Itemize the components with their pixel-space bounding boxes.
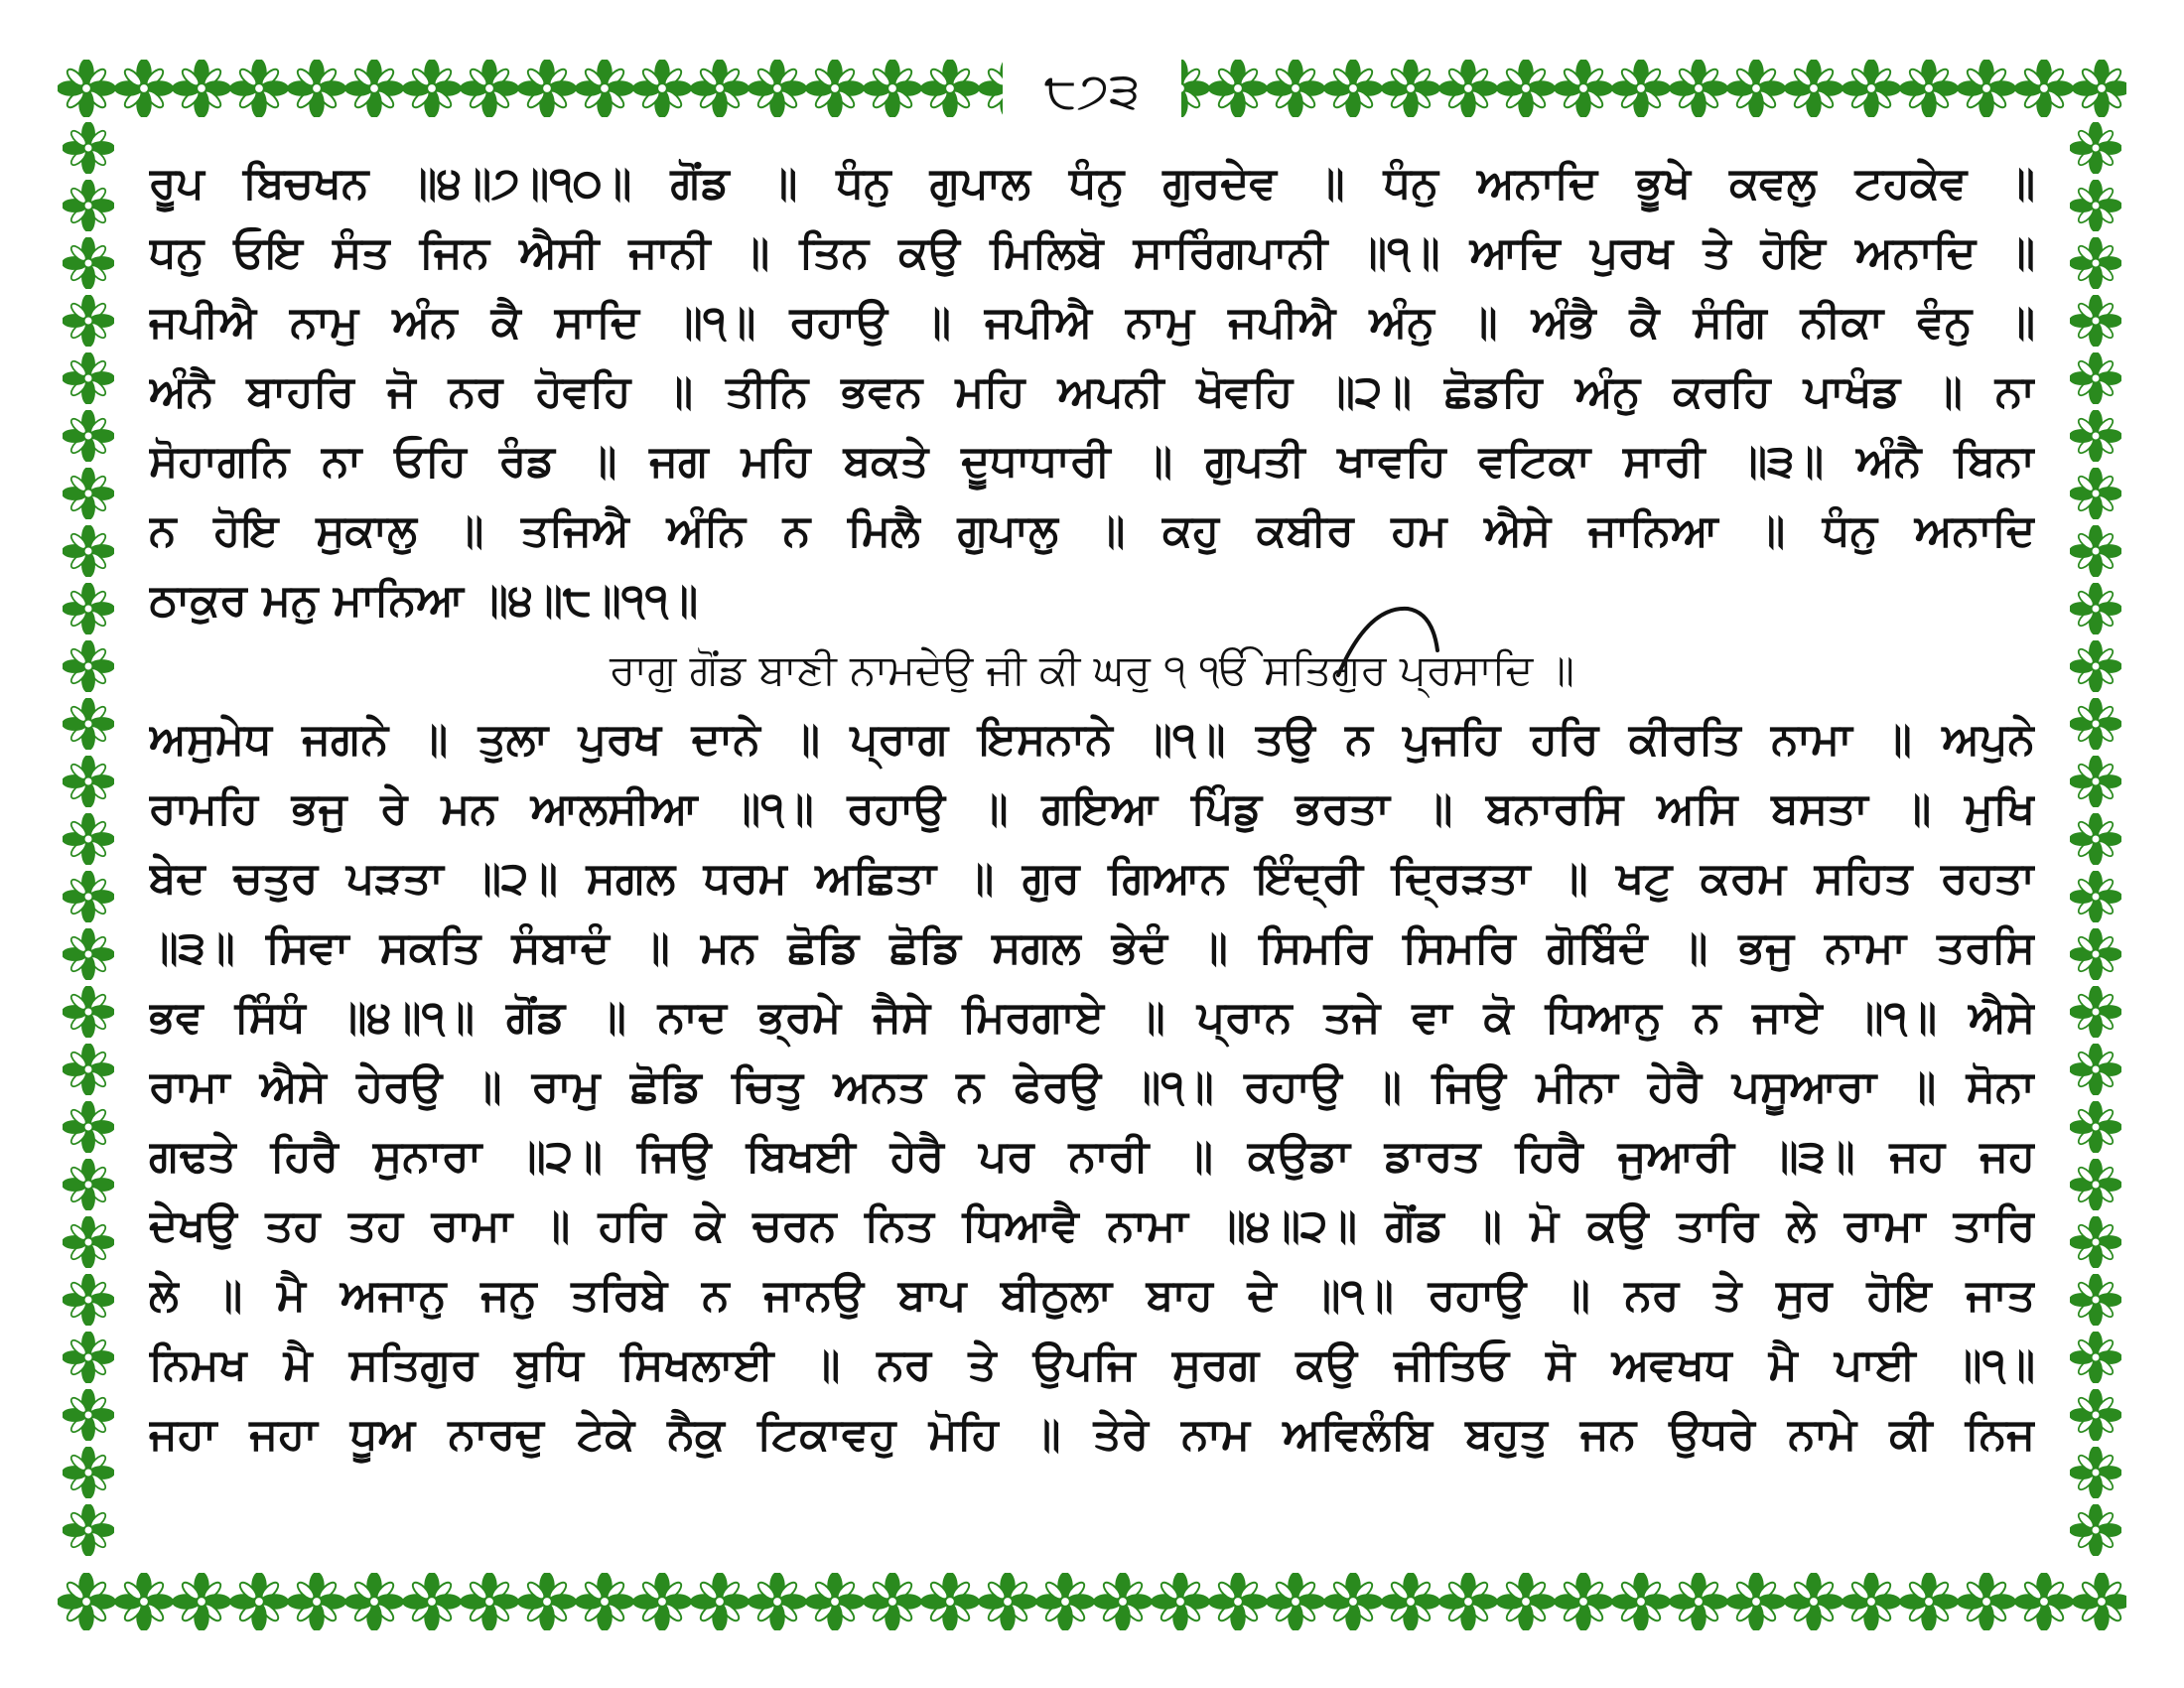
floral-border-left	[58, 119, 119, 1571]
flower-ornament-icon	[921, 60, 979, 117]
flower-ornament-icon	[2070, 237, 2121, 289]
text-line-11: ਬੇਦ ਚਤੁਰ ਪੜਤਾ ॥੨॥ ਸਗਲ ਧਰਮ ਅਛਿਤਾ ॥ ਗੁਰ ਗਿਆਨ ਇੰਦ੍ਰੀ ਦ੍ਰਿੜਤਾ ॥ ਖਟੁ ਕਰਮ ਸਹਿਤ ਰਹਤਾ	[149, 853, 2035, 904]
flower-ornament-icon	[691, 1573, 749, 1630]
flower-ornament-icon	[2070, 1447, 2121, 1498]
flower-ornament-icon	[63, 698, 114, 750]
flower-ornament-icon	[749, 60, 806, 117]
flower-ornament-icon	[2073, 60, 2126, 117]
flower-ornament-icon	[2070, 352, 2121, 404]
flower-ornament-icon	[1958, 60, 2015, 117]
text-line-18: ਨਿਮਖ ਮੈ ਸਤਿਗੁਰ ਬੁਧਿ ਸਿਖਲਾਈ ॥ ਨਰ ਤੇ ਉਪਜਿ ਸੁਰਗ ਕਉ ਜੀਤਿਓ ਸੋ ਅਵਖਧ ਮੈ ਪਾਈ ॥੧॥	[149, 1339, 2035, 1390]
flower-ornament-icon	[576, 1573, 633, 1630]
flower-ornament-icon	[115, 1573, 173, 1630]
flower-ornament-icon	[63, 122, 114, 174]
text-line-1: ਰੂਪ ਬਿਚਖਨ ॥੪॥੭॥੧੦॥ ਗੋਂਡ ॥ ਧੰਨੁ ਗੁਪਾਲ ਧੰਨੁ ਗੁਰਦੇਵ ॥ ਧੰਨੁ ਅਨਾਦਿ ਭੂਖੇ ਕਵਲੁ ਟਹਕੇਵ ॥	[149, 158, 2035, 209]
flower-ornament-icon	[2070, 986, 2121, 1038]
flower-ornament-icon	[58, 1573, 115, 1630]
flower-ornament-icon	[63, 352, 114, 404]
flower-ornament-icon	[1267, 60, 1324, 117]
flower-ornament-icon	[1324, 1573, 1382, 1630]
flower-ornament-icon	[864, 1573, 921, 1630]
text-line-19: ਜਹਾ ਜਹਾ ਧੂਅ ਨਾਰਦੁ ਟੇਕੇ ਨੈਕੁ ਟਿਕਾਵਹੁ ਮੋਹਿ ॥ ਤੇਰੇ ਨਾਮ ਅਵਿਲੰਬਿ ਬਹੁਤੁ ਜਨ ਉਧਰੇ ਨਾਮੇ ਕੀ ਨਿਜ	[149, 1409, 2035, 1460]
gurbani-text	[149, 149, 2035, 1559]
flower-ornament-icon	[691, 60, 749, 117]
flower-ornament-icon	[2070, 640, 2121, 692]
flower-ornament-icon	[63, 1389, 114, 1441]
flower-ornament-icon	[2070, 871, 2121, 922]
flower-ornament-icon	[2070, 1044, 2121, 1095]
text-line-2: ਧਨੁ ਓਇ ਸੰਤ ਜਿਨ ਐਸੀ ਜਾਨੀ ॥ ਤਿਨ ਕਉ ਮਿਲਿਬੋ ਸਾਰਿੰਗਪਾਨੀ ॥੧॥ ਆਦਿ ਪੁਰਖ ਤੇ ਹੋਇ ਅਨਾਦਿ ॥	[149, 227, 2035, 278]
flower-ornament-icon	[2073, 1573, 2126, 1630]
flower-ornament-icon	[979, 1573, 1036, 1630]
flower-ornament-icon	[633, 1573, 691, 1630]
text-line-4: ਅੰਨੈ ਬਾਹਰਿ ਜੋ ਨਰ ਹੋਵਹਿ ॥ ਤੀਨਿ ਭਵਨ ਮਹਿ ਅਪਨੀ ਖੋਵਹਿ ॥੨॥ ਛੋਡਹਿ ਅੰਨੁ ਕਰਹਿ ਪਾਖੰਡ ॥ ਨਾ	[149, 366, 2035, 417]
flower-ornament-icon	[288, 1573, 345, 1630]
flower-ornament-icon	[2070, 180, 2121, 231]
flower-ornament-icon	[1209, 1573, 1267, 1630]
flower-ornament-icon	[63, 1332, 114, 1383]
flower-ornament-icon	[1382, 60, 1439, 117]
flower-ornament-icon	[63, 237, 114, 289]
flower-ornament-icon	[1152, 1573, 1209, 1630]
ik-onkar-flourish-icon	[1328, 601, 1447, 680]
raag-heading: ਰਾਗੁ ਗੋਂਡ ਬਾਣੀ ਨਾਮਦੇਉ ਜੀ ਕੀ ਘਰੁ ੧ ੴ ਸਤਿਗੁਰ ਪ੍ਰਸਾਦਿ ॥	[610, 645, 1574, 694]
flower-ornament-icon	[1267, 1573, 1324, 1630]
flower-ornament-icon	[115, 60, 173, 117]
flower-ornament-icon	[58, 60, 115, 117]
flower-ornament-icon	[633, 60, 691, 117]
flower-ornament-icon	[63, 525, 114, 577]
text-line-5: ਸੋਹਾਗਨਿ ਨਾ ਓਹਿ ਰੰਡ ॥ ਜਗ ਮਹਿ ਬਕਤੇ ਦੂਧਾਧਾਰੀ ॥ ਗੁਪਤੀ ਖਾਵਹਿ ਵਟਿਕਾ ਸਾਰੀ ॥੩॥ ਅੰਨੈ ਬਿਨਾ	[149, 436, 2035, 487]
flower-ornament-icon	[63, 410, 114, 462]
flower-ornament-icon	[2015, 1573, 2073, 1630]
flower-ornament-icon	[1209, 60, 1267, 117]
flower-ornament-icon	[2070, 1504, 2121, 1556]
flower-ornament-icon	[2070, 122, 2121, 174]
flower-ornament-icon	[2070, 813, 2121, 865]
flower-ornament-icon	[403, 60, 461, 117]
flower-ornament-icon	[63, 928, 114, 980]
flower-ornament-icon	[173, 60, 230, 117]
flower-ornament-icon	[63, 1504, 114, 1556]
flower-ornament-icon	[63, 1044, 114, 1095]
text-line-7: ਠਾਕੁਰ ਮਨੁ ਮਾਨਿਆ ॥੪॥੮॥੧੧॥	[149, 575, 699, 626]
flower-ornament-icon	[63, 583, 114, 634]
flower-ornament-icon	[576, 60, 633, 117]
flower-ornament-icon	[63, 1159, 114, 1210]
flower-ornament-icon	[2015, 60, 2073, 117]
flower-ornament-icon	[345, 60, 403, 117]
flower-ornament-icon	[1612, 1573, 1670, 1630]
flower-ornament-icon	[1555, 1573, 1612, 1630]
flower-ornament-icon	[1843, 1573, 1900, 1630]
flower-ornament-icon	[63, 813, 114, 865]
flower-ornament-icon	[749, 1573, 806, 1630]
flower-ornament-icon	[230, 60, 288, 117]
text-line-12: ॥੩॥ ਸਿਵਾ ਸਕਤਿ ਸੰਬਾਦੰ ॥ ਮਨ ਛੋਡਿ ਛੋਡਿ ਸਗਲ ਭੇਦੰ ॥ ਸਿਮਰਿ ਸਿਮਰਿ ਗੋਬਿੰਦੰ ॥ ਭਜੁ ਨਾਮਾ ਤਰਸਿ	[149, 922, 2035, 973]
flower-ornament-icon	[518, 60, 576, 117]
flower-ornament-icon	[2070, 756, 2121, 807]
flower-ornament-icon	[1785, 60, 1843, 117]
flower-ornament-icon	[1900, 1573, 1958, 1630]
flower-ornament-icon	[63, 1101, 114, 1153]
flower-ornament-icon	[2070, 1159, 2121, 1210]
text-line-13: ਭਵ ਸਿੰਧੰ ॥੪॥੧॥ ਗੋਂਡ ॥ ਨਾਦ ਭ੍ਰਮੇ ਜੈਸੇ ਮਿਰਗਾਏ ॥ ਪ੍ਰਾਨ ਤਜੇ ਵਾ ਕੋ ਧਿਆਨੁ ਨ ਜਾਏ ॥੧॥ ਐਸੇ	[149, 992, 2035, 1043]
flower-ornament-icon	[63, 640, 114, 692]
flower-ornament-icon	[1900, 60, 1958, 117]
flower-ornament-icon	[1094, 1573, 1152, 1630]
flower-ornament-icon	[806, 1573, 864, 1630]
text-line-16: ਦੇਖਉ ਤਹ ਤਹ ਰਾਮਾ ॥ ਹਰਿ ਕੇ ਚਰਨ ਨਿਤ ਧਿਆਵੈ ਨਾਮਾ ॥੪॥੨॥ ਗੋਂਡ ॥ ਮੋ ਕਉ ਤਾਰਿ ਲੇ ਰਾਮਾ ਤਾਰਿ	[149, 1200, 2035, 1251]
flower-ornament-icon	[63, 1216, 114, 1268]
flower-ornament-icon	[1324, 60, 1382, 117]
flower-ornament-icon	[2070, 1101, 2121, 1153]
flower-ornament-icon	[1727, 1573, 1785, 1630]
flower-ornament-icon	[288, 60, 345, 117]
flower-ornament-icon	[864, 60, 921, 117]
flower-ornament-icon	[2070, 1216, 2121, 1268]
flower-ornament-icon	[1439, 60, 1497, 117]
flower-ornament-icon	[345, 1573, 403, 1630]
flower-ornament-icon	[2070, 583, 2121, 634]
flower-ornament-icon	[2070, 1332, 2121, 1383]
flower-ornament-icon	[403, 1573, 461, 1630]
page-number: ੮੭੩	[1043, 62, 1141, 119]
text-line-3: ਜਪੀਐ ਨਾਮੁ ਅੰਨ ਕੈ ਸਾਦਿ ॥੧॥ ਰਹਾਉ ॥ ਜਪੀਐ ਨਾਮੁ ਜਪੀਐ ਅੰਨੁ ॥ ਅੰਭੈ ਕੈ ਸੰਗਿ ਨੀਕਾ ਵੰਨੁ ॥	[149, 297, 2035, 348]
flower-ornament-icon	[2070, 1274, 2121, 1326]
flower-ornament-icon	[2070, 1389, 2121, 1441]
flower-ornament-icon	[63, 871, 114, 922]
flower-ornament-icon	[63, 468, 114, 519]
flower-ornament-icon	[806, 60, 864, 117]
floral-border-right	[2065, 119, 2126, 1571]
flower-ornament-icon	[1439, 1573, 1497, 1630]
flower-ornament-icon	[1036, 1573, 1094, 1630]
flower-ornament-icon	[1497, 1573, 1555, 1630]
flower-ornament-icon	[461, 60, 518, 117]
flower-ornament-icon	[1670, 60, 1727, 117]
flower-ornament-icon	[461, 1573, 518, 1630]
flower-ornament-icon	[230, 1573, 288, 1630]
flower-ornament-icon	[1727, 60, 1785, 117]
flower-ornament-icon	[2070, 698, 2121, 750]
text-line-17: ਲੇ ॥ ਮੈ ਅਜਾਨੁ ਜਨੁ ਤਰਿਬੇ ਨ ਜਾਨਉ ਬਾਪ ਬੀਠੁਲਾ ਬਾਹ ਦੇ ॥੧॥ ਰਹਾਉ ॥ ਨਰ ਤੇ ਸੁਰ ਹੋਇ ਜਾਤ	[149, 1270, 2035, 1321]
floral-border-bottom	[58, 1571, 2126, 1632]
flower-ornament-icon	[2070, 525, 2121, 577]
flower-ornament-icon	[2070, 468, 2121, 519]
text-line-10: ਰਾਮਹਿ ਭਜੁ ਰੇ ਮਨ ਆਲਸੀਆ ॥੧॥ ਰਹਾਉ ॥ ਗਇਆ ਪਿੰਡੁ ਭਰਤਾ ॥ ਬਨਾਰਸਿ ਅਸਿ ਬਸਤਾ ॥ ਮੁਖਿ	[149, 783, 2035, 834]
flower-ornament-icon	[1670, 1573, 1727, 1630]
flower-ornament-icon	[63, 1447, 114, 1498]
flower-ornament-icon	[173, 1573, 230, 1630]
text-line-14: ਰਾਮਾ ਐਸੇ ਹੇਰਉ ॥ ਰਾਮੁ ਛੋਡਿ ਚਿਤੁ ਅਨਤ ਨ ਫੇਰਉ ॥੧॥ ਰਹਾਉ ॥ ਜਿਉ ਮੀਨਾ ਹੇਰੈ ਪਸੂਆਰਾ ॥ ਸੋਨਾ	[149, 1061, 2035, 1112]
text-line-9: ਅਸੁਮੇਧ ਜਗਨੇ ॥ ਤੁਲਾ ਪੁਰਖ ਦਾਨੇ ॥ ਪ੍ਰਾਗ ਇਸਨਾਨੇ ॥੧॥ ਤਉ ਨ ਪੁਜਹਿ ਹਰਿ ਕੀਰਤਿ ਨਾਮਾ ॥ ਅਪੁਨੇ	[149, 714, 2035, 765]
flower-ornament-icon	[63, 295, 114, 347]
flower-ornament-icon	[1497, 60, 1555, 117]
flower-ornament-icon	[1785, 1573, 1843, 1630]
flower-ornament-icon	[518, 1573, 576, 1630]
flower-ornament-icon	[1612, 60, 1670, 117]
flower-ornament-icon	[1555, 60, 1612, 117]
flower-ornament-icon	[63, 756, 114, 807]
flower-ornament-icon	[2070, 410, 2121, 462]
flower-ornament-icon	[63, 986, 114, 1038]
flower-ornament-icon	[63, 180, 114, 231]
flower-ornament-icon	[2070, 928, 2121, 980]
text-line-15: ਗਢਤੇ ਹਿਰੈ ਸੁਨਾਰਾ ॥੨॥ ਜਿਉ ਬਿਖਈ ਹੇਰੈ ਪਰ ਨਾਰੀ ॥ ਕਉਡਾ ਡਾਰਤ ਹਿਰੈ ਜੁਆਰੀ ॥੩॥ ਜਹ ਜਹ	[149, 1131, 2035, 1182]
flower-ornament-icon	[1958, 1573, 2015, 1630]
flower-ornament-icon	[1843, 60, 1900, 117]
flower-ornament-icon	[2070, 295, 2121, 347]
flower-ornament-icon	[921, 1573, 979, 1630]
page-number-container	[1003, 56, 1181, 125]
flower-ornament-icon	[63, 1274, 114, 1326]
text-line-6: ਨ ਹੋਇ ਸੁਕਾਲੁ ॥ ਤਜਿਐ ਅੰਨਿ ਨ ਮਿਲੈ ਗੁਪਾਲੁ ॥ ਕਹੁ ਕਬੀਰ ਹਮ ਐਸੇ ਜਾਨਿਆ ॥ ਧੰਨੁ ਅਨਾਦਿ	[149, 505, 2035, 556]
flower-ornament-icon	[1382, 1573, 1439, 1630]
